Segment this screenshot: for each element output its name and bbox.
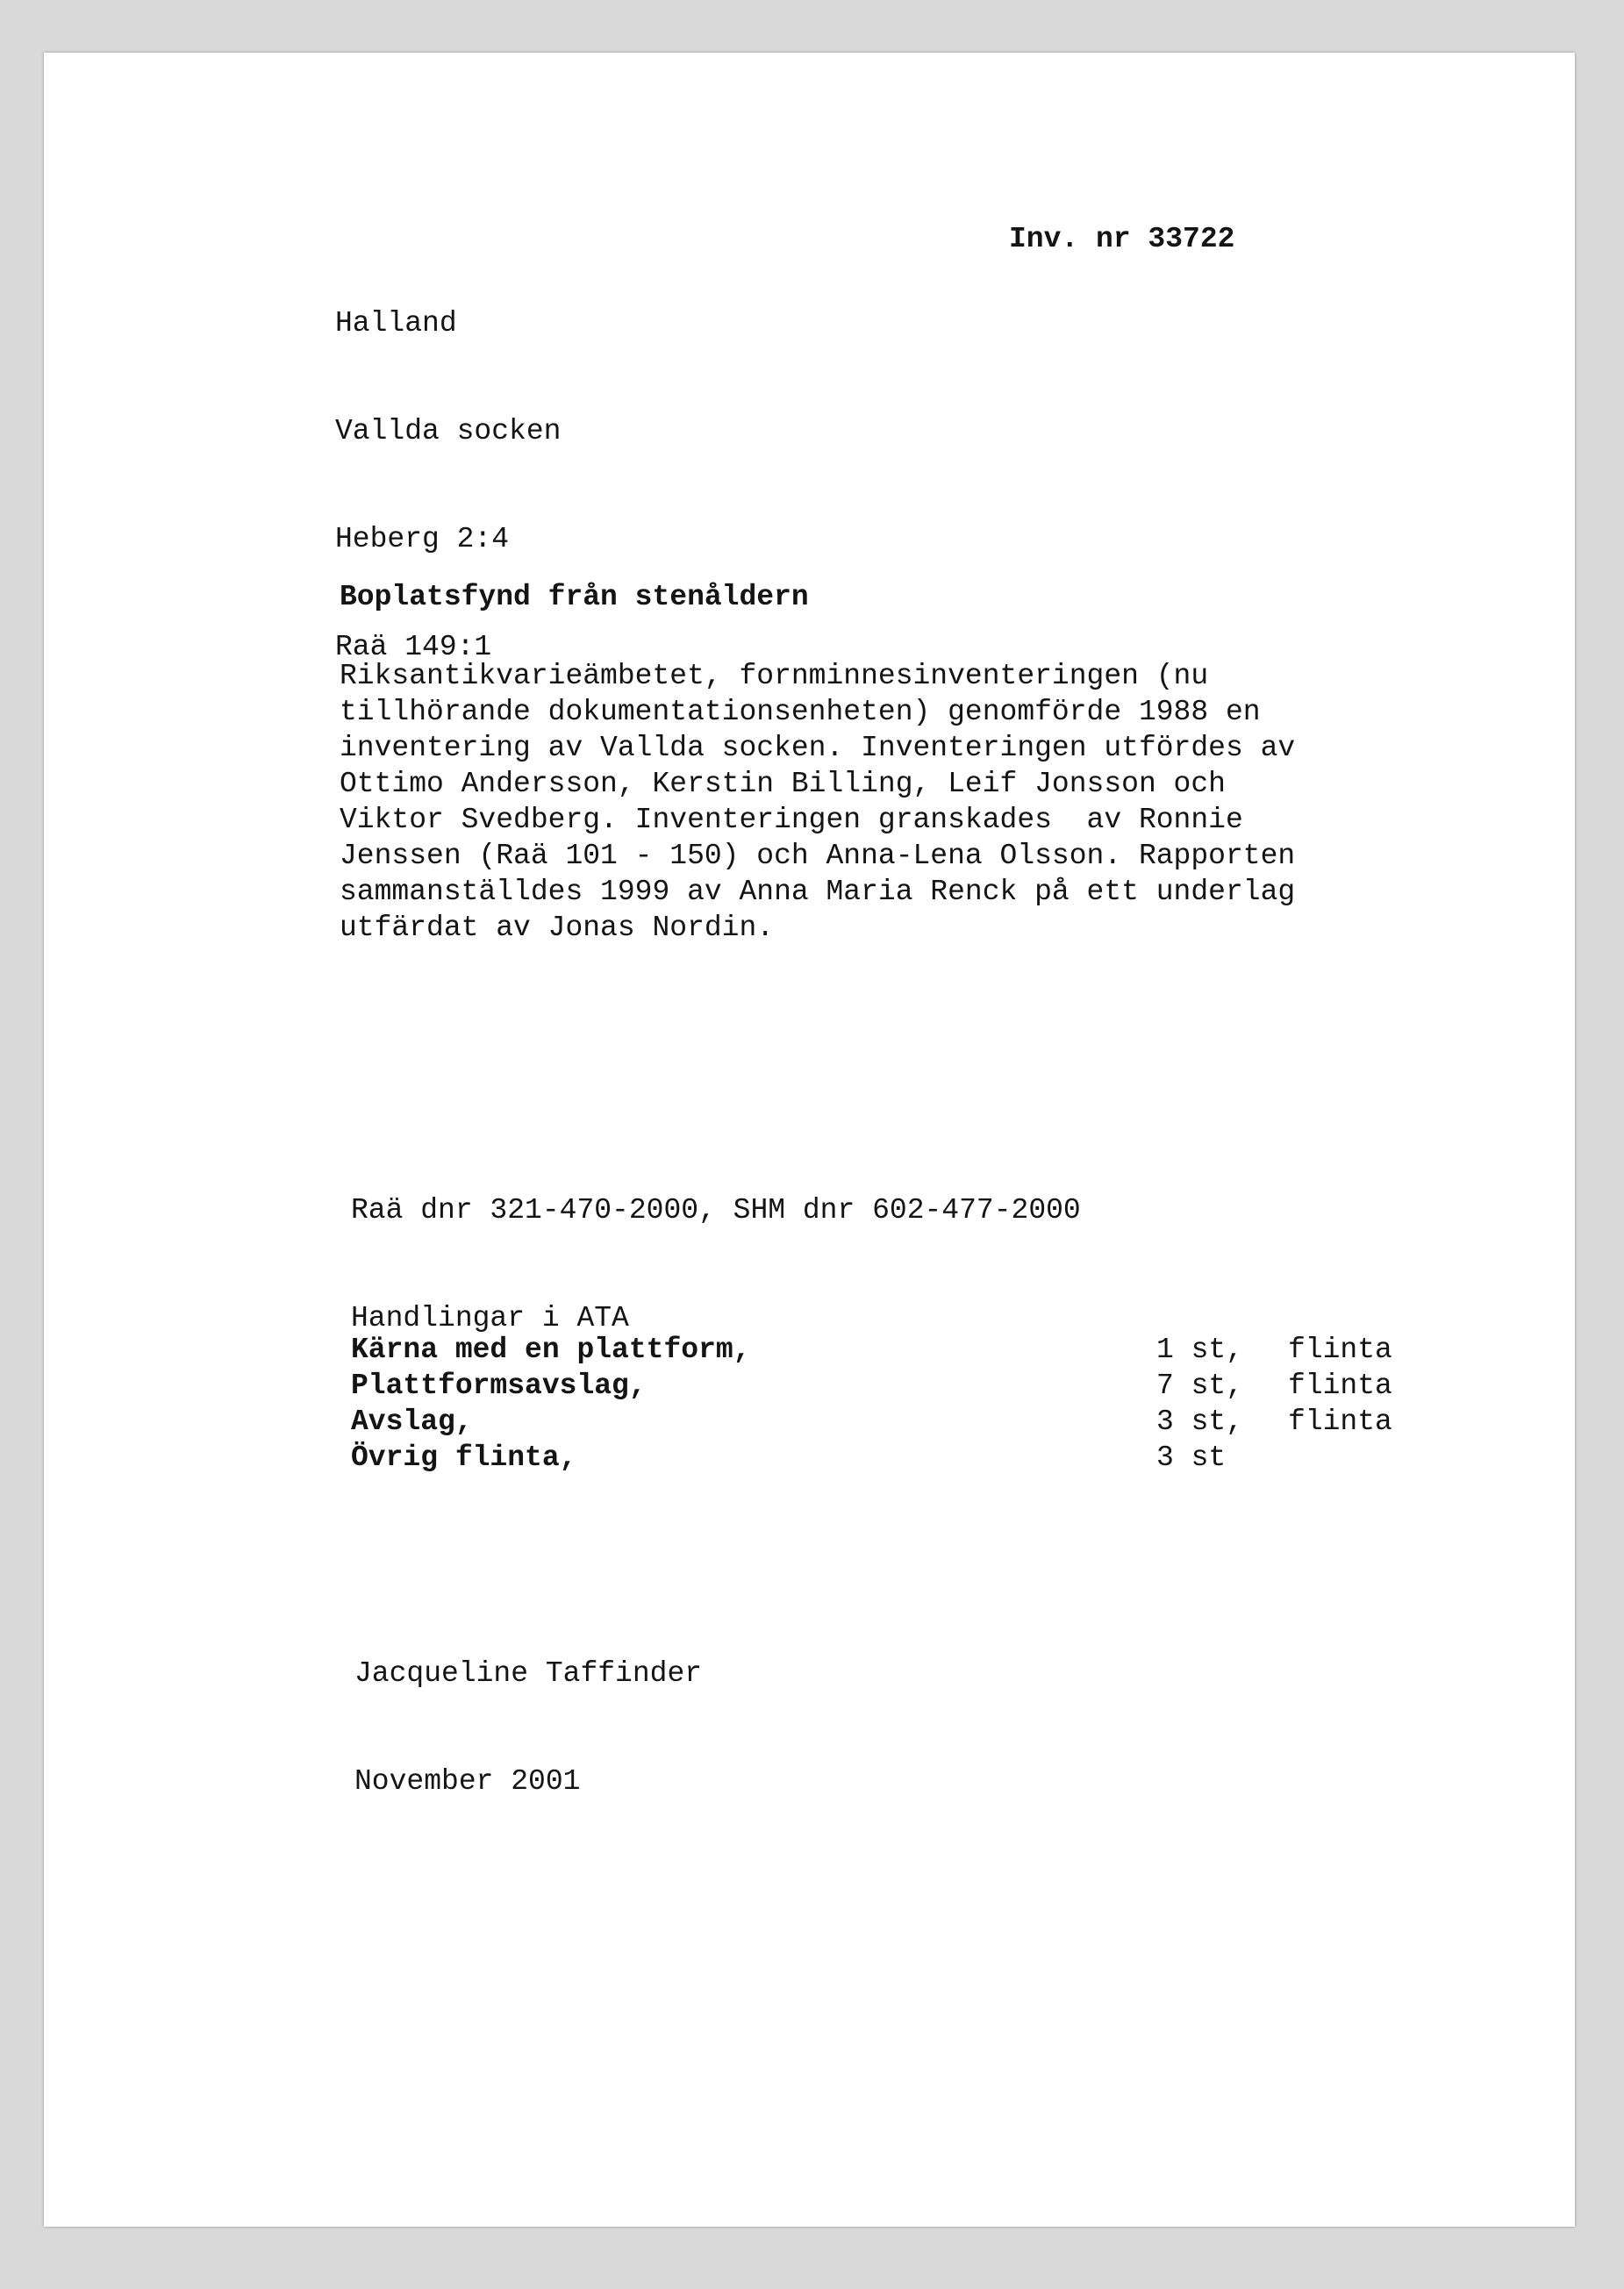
paragraph-line: Jenssen (Raä 101 - 150) och Anna-Lena Olsson. Rapporten: [340, 840, 1296, 872]
registration-numbers: Raä dnr 321-470-2000, SHM dnr 602-477-2000: [351, 1194, 1081, 1227]
finds-table: [351, 1332, 1392, 1476]
table-row: [351, 1440, 1392, 1476]
description-paragraph: [340, 658, 1436, 946]
inventory-number: Inv. nr 33722: [1009, 223, 1235, 255]
find-count: 3 st,: [1156, 1406, 1244, 1438]
signature-date: November 2001: [354, 1765, 581, 1798]
paragraph-line: Riksantikvarieämbetet, fornminnesinventeringen (nu: [340, 660, 1209, 692]
signature-block: [354, 1584, 702, 1871]
paragraph-line: utfärdat av Jonas Nordin.: [340, 912, 775, 944]
header-line-region: Halland: [335, 307, 457, 340]
paragraph-line: inventering av Vallda socken. Inventeringen utfördes av: [340, 732, 1296, 764]
document-title: Boplatsfynd från stenåldern: [340, 581, 809, 613]
find-item: Kärna med en plattform,: [351, 1334, 751, 1366]
find-item: Avslag,: [351, 1406, 473, 1438]
find-count: 7 st,: [1156, 1370, 1244, 1402]
find-material: flinta: [1288, 1406, 1392, 1438]
paragraph-line: Viktor Svedberg. Inventeringen granskades av Ronnie: [340, 804, 1243, 836]
author-name: Jacqueline Taffinder: [354, 1657, 703, 1690]
document-page: [44, 53, 1575, 2227]
header-line-parish: Vallda socken: [335, 415, 562, 447]
paragraph-line: tillhörande dokumentationsenheten) genomförde 1988 en: [340, 696, 1261, 728]
find-item: Plattformsavslag,: [351, 1370, 647, 1402]
find-count: 1 st,: [1156, 1334, 1244, 1366]
find-material: flinta: [1288, 1370, 1392, 1402]
find-material: [1288, 1440, 1392, 1476]
table-row: [351, 1368, 1392, 1404]
find-material: flinta: [1288, 1334, 1392, 1366]
table-row: [351, 1332, 1392, 1368]
find-item: Övrig flinta,: [351, 1441, 577, 1474]
archive-note: Handlingar i ATA: [351, 1302, 629, 1334]
paragraph-line: Ottimo Andersson, Kerstin Billing, Leif Jonsson och: [340, 768, 1226, 800]
header-line-property: Heberg 2:4: [335, 523, 510, 555]
paragraph-line: sammanställdes 1999 av Anna Maria Renck på ett underlag: [340, 876, 1296, 908]
table-row: [351, 1404, 1392, 1440]
find-count: 3 st: [1156, 1441, 1227, 1474]
header-line-raa: Raä 149:1: [335, 631, 492, 663]
